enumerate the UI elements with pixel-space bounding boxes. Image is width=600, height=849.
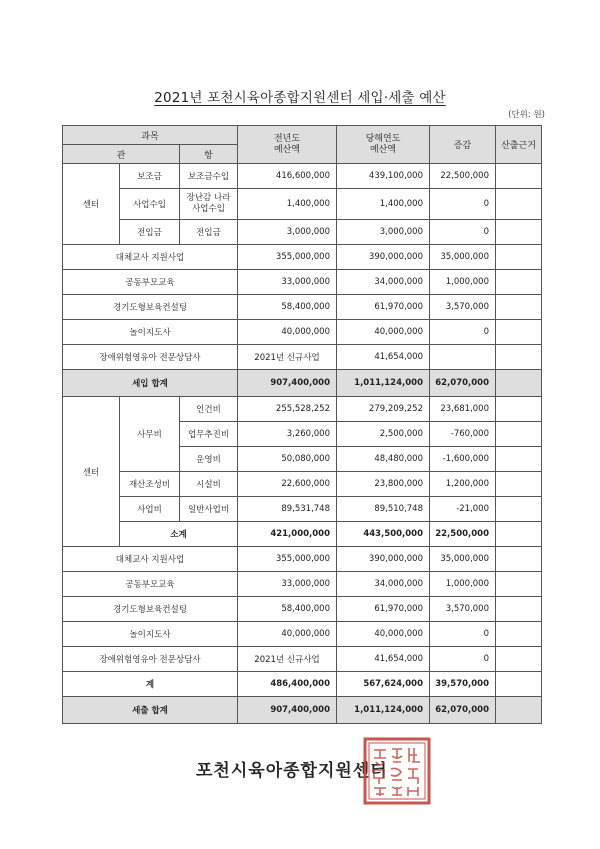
curr-cell: 89,510,748 [337,497,430,522]
gwan-cell: 전입금 [120,220,180,245]
project-label: 사업비 [120,497,180,522]
office-label: 사무비 [120,397,180,472]
prev-cell: 33,000,000 [238,572,337,597]
diff-cell: -21,000 [430,497,496,522]
curr-cell: 390,000,000 [337,547,430,572]
row-label: 놀이지도사 [63,320,238,345]
diff-cell: 22,500,000 [430,164,496,189]
table-row [63,647,542,672]
gwan-cell: 사업수입 [120,189,180,220]
diff-cell: 3,570,000 [430,597,496,622]
curr-cell: 41,654,000 [337,345,430,370]
curr-cell: 2,500,000 [337,422,430,447]
prev-cell: 33,000,000 [238,270,337,295]
hang-cell: 인건비 [180,397,238,422]
budget-table [62,125,542,724]
table-row [63,472,542,497]
diff-cell: 62,070,000 [430,370,496,397]
prev-cell: 421,000,000 [238,522,337,547]
diff-cell: 35,000,000 [430,245,496,270]
row-label: 계 [63,672,238,697]
hang-cell: 일반사업비 [180,497,238,522]
diff-cell: 39,570,000 [430,672,496,697]
basis-cell [496,522,542,547]
diff-cell: 0 [430,220,496,245]
diff-cell: -1,600,000 [430,447,496,472]
curr-cell: 1,011,124,000 [337,697,430,724]
prev-cell: 40,000,000 [238,622,337,647]
curr-cell: 41,654,000 [337,647,430,672]
prev-cell: 2021년 신규사업 [238,345,337,370]
basis-cell [496,472,542,497]
diff-cell: 0 [430,647,496,672]
table-row [63,547,542,572]
prev-cell: 355,000,000 [238,547,337,572]
basis-cell [496,497,542,522]
prev-cell: 1,400,000 [238,189,337,220]
table-row [63,572,542,597]
prev-cell: 2021년 신규사업 [238,647,337,672]
prev-cell: 3,000,000 [238,220,337,245]
diff-cell [430,345,496,370]
basis-cell [496,547,542,572]
change-header: 증감 [430,126,496,164]
row-label: 장애위험영유아 전문상담사 [63,647,238,672]
diff-cell: 1,000,000 [430,572,496,597]
row-label: 장애위험영유아 전문상담사 [63,345,238,370]
basis-cell [496,189,542,220]
subtotal-row [63,522,542,547]
organization-name: 포천시육아종합지원센터 [196,761,388,781]
hang-cell: 장난감 나라 사업수입 [180,189,238,220]
prev-cell: 58,400,000 [238,295,337,320]
revenue-center-label: 센터 [63,164,120,245]
unit-label: (단위: 원) [508,110,545,120]
hang-cell: 운영비 [180,447,238,472]
basis-cell [496,647,542,672]
prev-year-header: 전년도 예산액 [238,126,337,164]
diff-cell: 1,200,000 [430,472,496,497]
table-row [63,245,542,270]
hang-header: 항 [180,145,238,164]
table-header-row [63,126,542,145]
table-row [63,345,542,370]
prev-cell: 58,400,000 [238,597,337,622]
basis-cell [496,245,542,270]
curr-cell: 40,000,000 [337,320,430,345]
prev-cell: 22,600,000 [238,472,337,497]
curr-cell: 390,000,000 [337,245,430,270]
table-row [63,270,542,295]
basis-header: 산출근거 [496,126,542,164]
row-label: 공동부모교육 [63,572,238,597]
document-title: 2021년 포천시육아종합지원센터 세입·세출 예산 [154,90,446,106]
basis-cell [496,320,542,345]
prev-cell: 3,260,000 [238,422,337,447]
table-row [63,622,542,647]
basis-cell [496,295,542,320]
table-row [63,189,542,220]
prev-cell: 40,000,000 [238,320,337,345]
prev-cell: 355,000,000 [238,245,337,270]
table-row [63,397,542,422]
prev-cell: 255,528,252 [238,397,337,422]
basis-cell [496,697,542,724]
subject-header: 과목 [63,126,238,145]
table-row [63,220,542,245]
table-row [63,164,542,189]
curr-cell: 439,100,000 [337,164,430,189]
basis-cell [496,270,542,295]
diff-cell: 0 [430,189,496,220]
curr-cell: 443,500,000 [337,522,430,547]
curr-cell: 1,011,124,000 [337,370,430,397]
diff-cell: 0 [430,320,496,345]
curr-cell: 40,000,000 [337,622,430,647]
hang-cell: 업무추진비 [180,422,238,447]
diff-cell: 62,070,000 [430,697,496,724]
gwan-header: 관 [63,145,180,164]
table-row [63,320,542,345]
basis-cell [496,622,542,647]
basis-cell [496,422,542,447]
prev-cell: 50,080,000 [238,447,337,472]
sum-row [63,672,542,697]
diff-cell: 23,681,000 [430,397,496,422]
basis-cell [496,397,542,422]
curr-cell: 1,400,000 [337,189,430,220]
row-label: 놀이지도사 [63,622,238,647]
hang-cell: 시설비 [180,472,238,497]
prev-cell: 416,600,000 [238,164,337,189]
basis-cell [496,572,542,597]
gwan-cell: 보조금 [120,164,180,189]
basis-cell [496,597,542,622]
table-row [63,295,542,320]
prev-cell: 89,531,748 [238,497,337,522]
table-row [63,597,542,622]
curr-cell: 61,970,000 [337,597,430,622]
hang-cell: 전입금 [180,220,238,245]
prev-cell: 907,400,000 [238,697,337,724]
curr-cell: 567,624,000 [337,672,430,697]
diff-cell: 0 [430,622,496,647]
table-row [63,497,542,522]
curr-cell: 279,209,252 [337,397,430,422]
row-label: 경기도형보육컨설팅 [63,295,238,320]
row-label: 대체교사 지원사업 [63,245,238,270]
row-label: 공동부모교육 [63,270,238,295]
prev-cell: 486,400,000 [238,672,337,697]
expense-total-row [63,697,542,724]
curr-cell: 34,000,000 [337,270,430,295]
revenue-total-row [63,370,542,397]
official-seal-icon [362,736,432,806]
prev-cell: 907,400,000 [238,370,337,397]
curr-cell: 34,000,000 [337,572,430,597]
row-label: 소계 [120,522,238,547]
basis-cell [496,220,542,245]
expense-center-label: 센터 [63,397,120,547]
diff-cell: 3,570,000 [430,295,496,320]
row-label: 경기도형보육컨설팅 [63,597,238,622]
hang-cell: 보조금수입 [180,164,238,189]
diff-cell: 22,500,000 [430,522,496,547]
curr-cell: 3,000,000 [337,220,430,245]
row-label: 대체교사 지원사업 [63,547,238,572]
basis-cell [496,164,542,189]
basis-cell [496,672,542,697]
basis-cell [496,370,542,397]
curr-cell: 48,480,000 [337,447,430,472]
curr-cell: 23,800,000 [337,472,430,497]
basis-cell [496,345,542,370]
curr-year-header: 당해연도 예산액 [337,126,430,164]
row-label: 세출 합계 [63,697,238,724]
curr-cell: 61,970,000 [337,295,430,320]
row-label: 세입 합계 [63,370,238,397]
asset-label: 재산조성비 [120,472,180,497]
basis-cell [496,447,542,472]
diff-cell: 35,000,000 [430,547,496,572]
diff-cell: -760,000 [430,422,496,447]
diff-cell: 1,000,000 [430,270,496,295]
